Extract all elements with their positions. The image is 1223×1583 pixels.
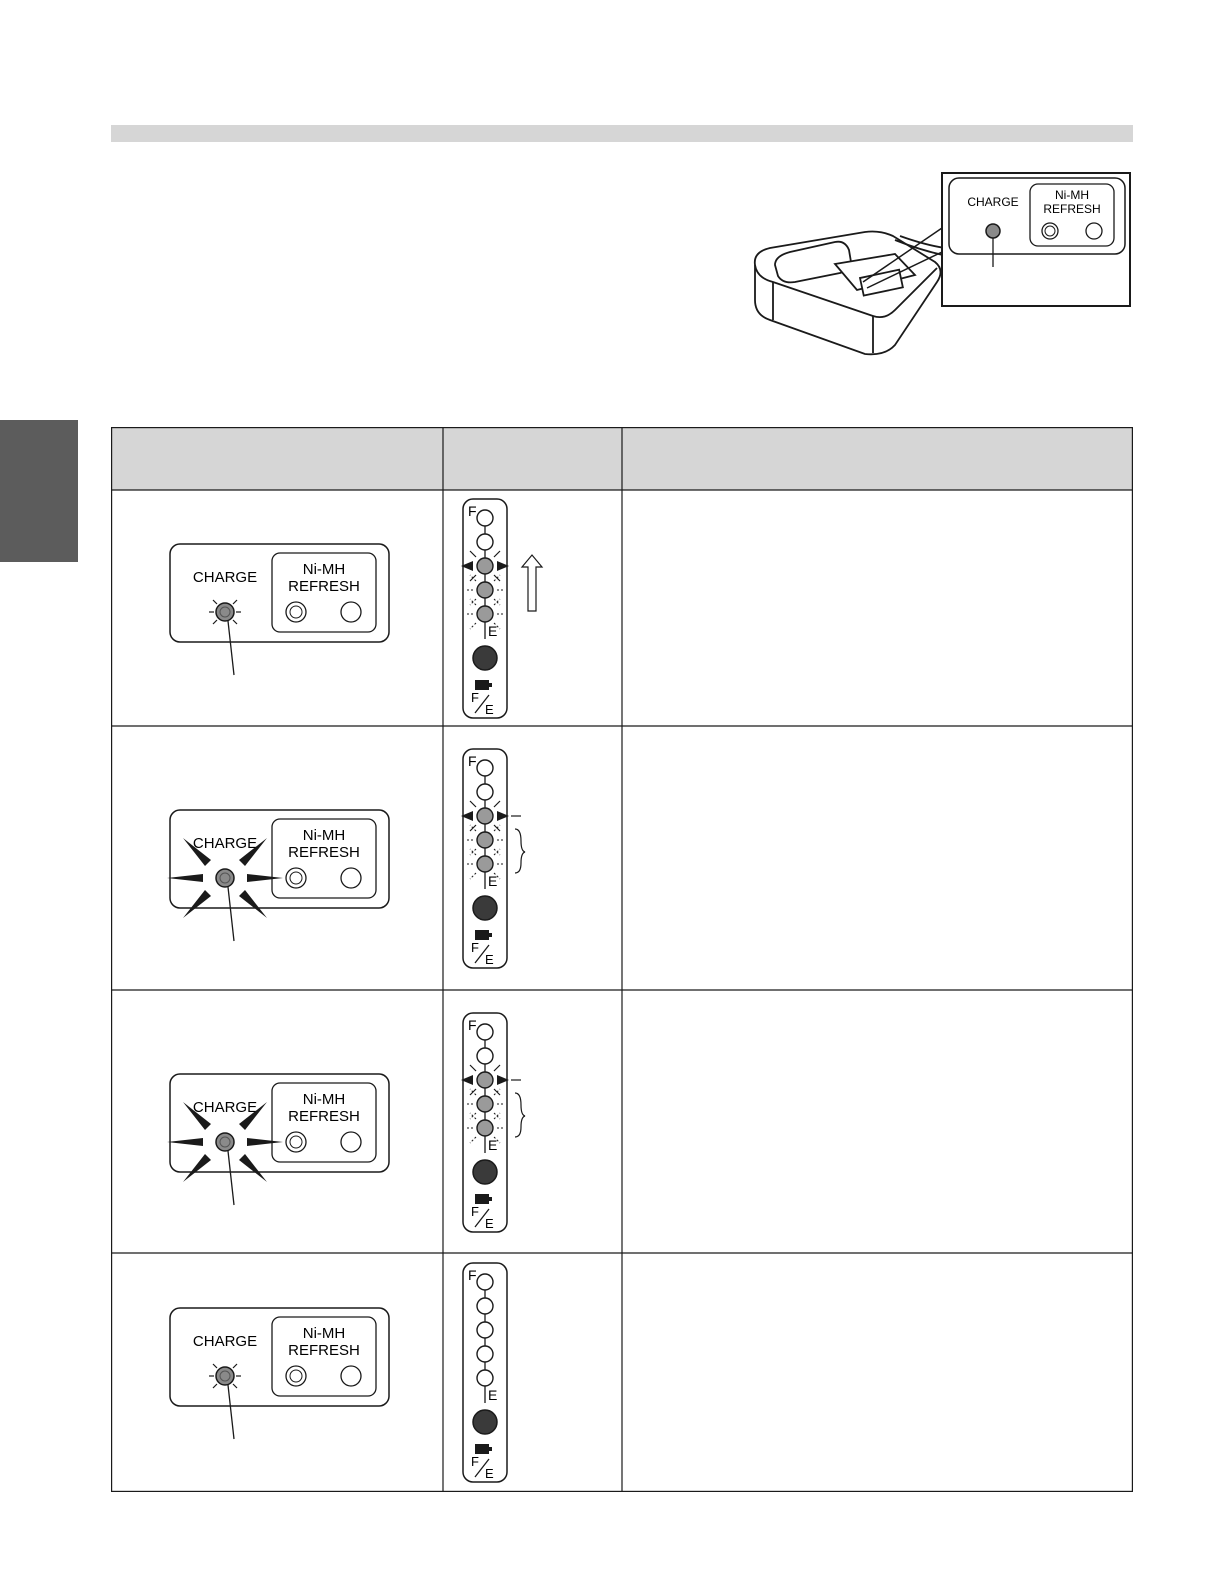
section-header-bar bbox=[111, 125, 1133, 142]
status-lamp bbox=[341, 1366, 361, 1386]
charge-lamp bbox=[216, 869, 234, 887]
refresh-lamp bbox=[286, 1366, 306, 1386]
table-row bbox=[170, 499, 542, 718]
status-lamp bbox=[341, 1132, 361, 1152]
refresh-label-line1: Ni-MH bbox=[302, 1325, 346, 1342]
rising-arrow bbox=[522, 555, 542, 611]
charge-lamp bbox=[986, 224, 1000, 238]
svg-text:E: E bbox=[485, 952, 494, 967]
charger-panel bbox=[167, 1074, 389, 1205]
charge-label: CHARGE bbox=[192, 1333, 258, 1350]
refresh-label-line1: Ni-MH bbox=[302, 561, 346, 578]
charge-label: CHARGE bbox=[192, 835, 258, 852]
table-row bbox=[167, 1013, 525, 1232]
charge-lamp bbox=[216, 603, 234, 621]
chapter-side-tab bbox=[0, 420, 78, 562]
refresh-label-line1: Ni-MH bbox=[302, 1091, 346, 1108]
svg-text:F: F bbox=[471, 1454, 479, 1469]
gauge-empty-label: E bbox=[488, 1387, 498, 1403]
refresh-label-line2: REFRESH bbox=[288, 578, 360, 595]
svg-text:E: E bbox=[485, 1216, 494, 1231]
refresh-label-line2: REFRESH bbox=[288, 1342, 360, 1359]
refresh-lamp bbox=[286, 1132, 306, 1152]
charger-overview-illustration bbox=[745, 170, 1135, 360]
battery-level-gauge bbox=[461, 1013, 525, 1232]
refresh-lamp bbox=[1042, 223, 1058, 239]
charge-status-table bbox=[111, 427, 1133, 1492]
charge-lamp bbox=[216, 1133, 234, 1151]
range-bracket bbox=[511, 1080, 525, 1137]
status-lamp bbox=[341, 602, 361, 622]
refresh-lamp bbox=[286, 602, 306, 622]
refresh-label-line2: REFRESH bbox=[288, 1108, 360, 1125]
refresh-label-line1: Ni-MH bbox=[1055, 188, 1089, 202]
charger-panel bbox=[167, 810, 389, 941]
status-lamp bbox=[1086, 223, 1102, 239]
gauge-full-label: F bbox=[468, 1267, 477, 1283]
charge-lamp bbox=[216, 1367, 234, 1385]
charge-label: CHARGE bbox=[967, 195, 1019, 209]
charger-panel bbox=[170, 544, 389, 675]
charge-label: CHARGE bbox=[192, 1099, 258, 1116]
svg-text:F: F bbox=[471, 690, 479, 705]
gauge-empty-label: E bbox=[488, 873, 498, 889]
gauge-full-label: F bbox=[468, 1017, 477, 1033]
battery-level-gauge bbox=[461, 499, 542, 718]
table-row bbox=[170, 1263, 507, 1482]
gauge-empty-label: E bbox=[488, 1137, 498, 1153]
gauge-empty-label: E bbox=[488, 623, 498, 639]
charger-panel bbox=[170, 1308, 389, 1439]
range-bracket bbox=[511, 816, 525, 873]
gauge-full-label: F bbox=[468, 503, 477, 519]
gauge-full-label: F bbox=[468, 753, 477, 769]
charger-body bbox=[755, 232, 945, 355]
svg-text:F: F bbox=[471, 1204, 479, 1219]
status-lamp bbox=[341, 868, 361, 888]
charge-label: CHARGE bbox=[192, 569, 258, 586]
svg-text:E: E bbox=[485, 1466, 494, 1481]
refresh-label-line1: Ni-MH bbox=[302, 827, 346, 844]
battery-level-gauge bbox=[461, 749, 525, 968]
refresh-lamp bbox=[286, 868, 306, 888]
refresh-label-line2: REFRESH bbox=[1043, 202, 1101, 216]
svg-text:F: F bbox=[471, 940, 479, 955]
table-row bbox=[167, 749, 525, 968]
battery-level-gauge bbox=[463, 1263, 507, 1482]
svg-text:E: E bbox=[485, 702, 494, 717]
refresh-label-line2: REFRESH bbox=[288, 844, 360, 861]
